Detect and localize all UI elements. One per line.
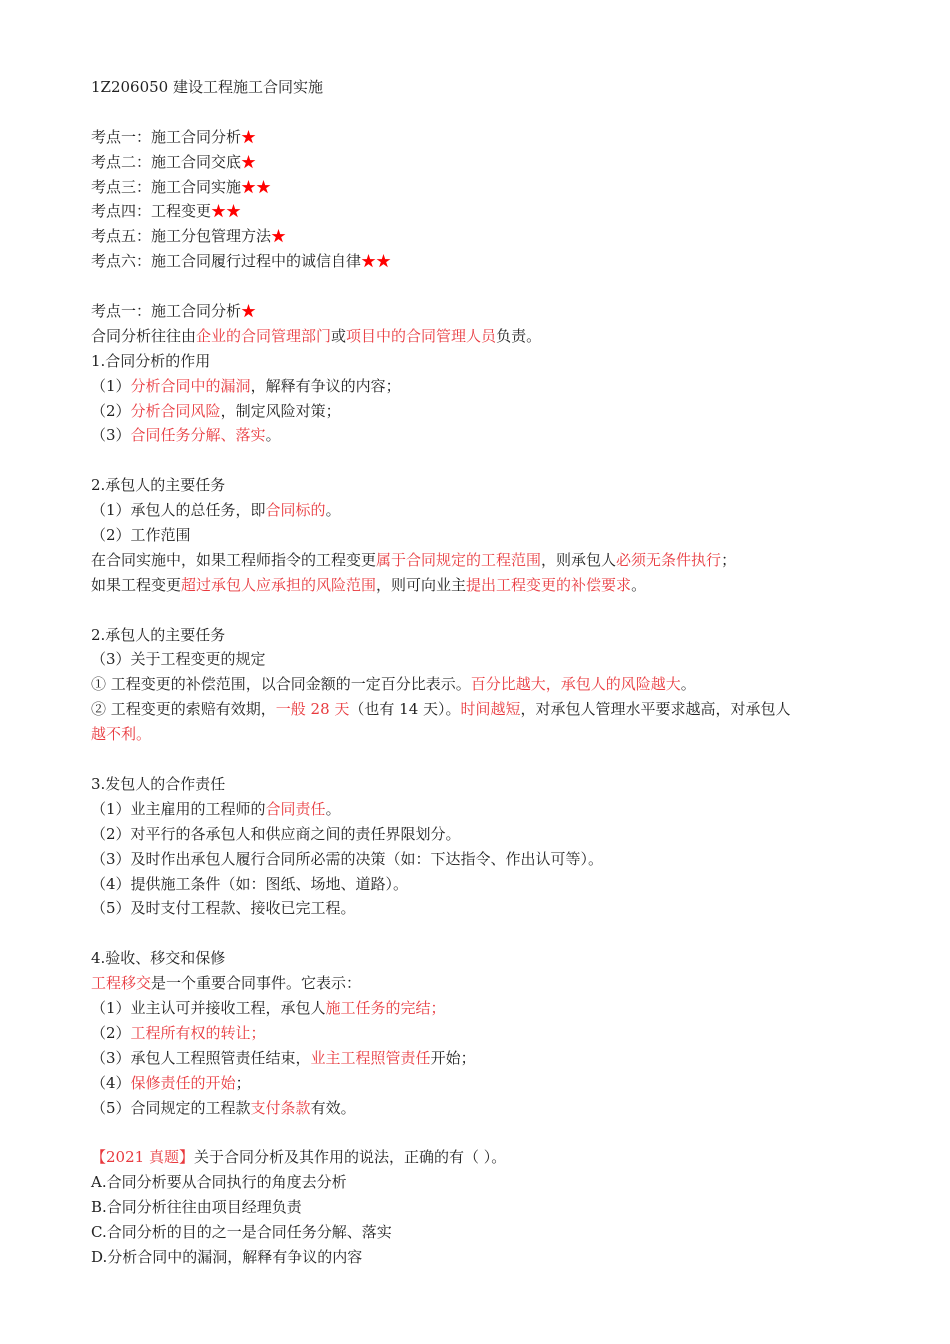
text-line xyxy=(91,1071,891,1096)
text-line xyxy=(91,150,891,175)
text-segment: （3） xyxy=(91,426,131,445)
star-icon: ★ xyxy=(241,127,257,146)
text-line xyxy=(91,996,891,1021)
highlighted-text: 分析合同风险 xyxy=(130,401,221,420)
highlighted-text: 工程移交 xyxy=(91,974,152,993)
text-segment: 如果工程变更 xyxy=(91,575,182,594)
text-segment: 。 xyxy=(631,575,647,594)
highlighted-text: 合同任务分解、落实 xyxy=(130,426,266,445)
text-line xyxy=(91,1145,891,1170)
text-line xyxy=(91,324,891,349)
text-line xyxy=(91,1220,891,1245)
highlighted-text: 一般 28 天 xyxy=(275,700,350,719)
document-body xyxy=(91,75,891,1270)
text-line xyxy=(91,125,891,150)
text-line xyxy=(91,473,891,498)
star-icon: ★ xyxy=(271,227,287,246)
text-line xyxy=(91,523,891,548)
highlighted-text: 业主工程照管责任 xyxy=(310,1048,431,1067)
text-segment: （2）对平行的各承包人和供应商之间的责任界限划分。 xyxy=(91,824,461,843)
text-line xyxy=(91,1046,891,1071)
text-segment: （2）工作范围 xyxy=(91,526,191,545)
text-segment: 在合同实施中，如果工程师指令的工程变更 xyxy=(91,550,377,569)
text-segment: 4.验收、移交和保修 xyxy=(91,949,226,968)
text-segment: 有效。 xyxy=(310,1098,356,1117)
text-line xyxy=(91,423,891,448)
text-segment: 考点一：施工合同分析 xyxy=(91,302,242,321)
star-icon: ★ xyxy=(241,152,257,171)
text-segment: 。 xyxy=(325,799,341,818)
highlighted-text: 工程所有权的转让； xyxy=(130,1023,266,1042)
blank-line xyxy=(91,100,891,125)
text-segment: 1Z206050 建设工程施工合同实施 xyxy=(91,78,323,96)
text-line xyxy=(91,1245,891,1270)
text-line xyxy=(91,672,891,697)
text-segment: ； xyxy=(235,1073,251,1092)
text-segment: （3）关于工程变更的规定 xyxy=(91,650,266,669)
text-segment: ，则承包人 xyxy=(541,550,617,569)
star-icon: ★★ xyxy=(211,202,242,221)
highlighted-text: 时间越短 xyxy=(460,700,521,719)
text-line xyxy=(91,697,891,722)
text-segment: （1）业主认可并接收工程，承包人 xyxy=(91,998,326,1017)
highlighted-text: 【2021 真题】 xyxy=(91,1148,194,1167)
text-line xyxy=(91,224,891,249)
blank-line xyxy=(91,921,891,946)
blank-line xyxy=(91,598,891,623)
text-line xyxy=(91,374,891,399)
text-segment: ① 工程变更的补偿范围，以合同金额的一定百分比表示。 xyxy=(91,675,471,694)
text-line xyxy=(91,249,891,274)
text-segment: 考点三：施工合同实施 xyxy=(91,177,242,196)
text-segment: 3.发包人的合作责任 xyxy=(91,774,226,793)
blank-line xyxy=(91,448,891,473)
text-segment: 考点一：施工合同分析 xyxy=(91,127,242,146)
text-segment: ，制定风险对策； xyxy=(220,401,341,420)
text-segment: 2.承包人的主要任务 xyxy=(91,625,226,644)
highlighted-text: 越不利 xyxy=(91,725,137,744)
text-segment: 考点四：工程变更 xyxy=(91,202,212,221)
text-line xyxy=(91,1021,891,1046)
text-segment: 是一个重要合同事件。它表示： xyxy=(151,974,362,993)
star-icon: ★★ xyxy=(241,177,272,196)
text-line xyxy=(91,573,891,598)
highlighted-text: 必须无条件执行 xyxy=(616,550,722,569)
text-segment: 2.承包人的主要任务 xyxy=(91,476,226,495)
blank-line xyxy=(91,274,891,299)
text-line xyxy=(91,946,891,971)
text-line xyxy=(91,399,891,424)
highlighted-text: 企业的合同管理部门 xyxy=(196,326,332,345)
text-segment: B.合同分析往往由项目经理负责 xyxy=(91,1198,302,1217)
text-segment: 合同分析往往由 xyxy=(91,326,197,345)
highlighted-text: 合同标的 xyxy=(265,501,326,520)
text-segment: 考点六：施工合同履行过程中的诚信自律 xyxy=(91,252,362,271)
text-segment: （4） xyxy=(91,1073,131,1092)
text-segment: A.合同分析要从合同执行的角度去分析 xyxy=(91,1173,347,1192)
text-segment: ，对承包人管理水平要求越高，对承包人 xyxy=(520,700,791,719)
star-icon: ★★ xyxy=(361,252,392,271)
text-segment: C.合同分析的目的之一是合同任务分解、落实 xyxy=(91,1222,392,1241)
text-segment: （1）业主雇用的工程师的 xyxy=(91,799,266,818)
text-segment: 。 xyxy=(325,501,341,520)
text-segment: ② 工程变更的索赔有效期， xyxy=(91,700,276,719)
text-line xyxy=(91,623,891,648)
text-line xyxy=(91,896,891,921)
text-segment: 考点五：施工分包管理方法 xyxy=(91,227,272,246)
text-line xyxy=(91,971,891,996)
text-line xyxy=(91,349,891,374)
highlighted-text: 。 xyxy=(136,725,152,744)
highlighted-text: 超过承包人应承担的风险范围 xyxy=(181,575,377,594)
text-line xyxy=(91,722,891,747)
text-segment: 或 xyxy=(331,326,347,345)
text-segment: （3）及时作出承包人履行合同所必需的决策（如：下达指令、作出认可等）。 xyxy=(91,849,604,868)
star-icon: ★ xyxy=(241,302,257,321)
text-segment: ； xyxy=(721,550,737,569)
text-line xyxy=(91,299,891,324)
text-segment: 关于合同分析及其作用的说法，正确的有（ ）。 xyxy=(193,1148,507,1167)
text-segment: 负责。 xyxy=(496,326,542,345)
text-line xyxy=(91,772,891,797)
text-line xyxy=(91,822,891,847)
text-segment: （1）承包人的总任务，即 xyxy=(91,501,266,520)
text-segment: （1） xyxy=(91,376,131,395)
blank-line xyxy=(91,747,891,772)
text-segment: （4）提供施工条件（如：图纸、场地、道路）。 xyxy=(91,874,409,893)
text-segment: 。 xyxy=(680,675,696,694)
text-segment: （也有 14 天）。 xyxy=(349,700,461,719)
text-line xyxy=(91,647,891,672)
text-segment: ，则可向业主 xyxy=(376,575,467,594)
text-segment: 。 xyxy=(265,426,281,445)
blank-line xyxy=(91,1120,891,1145)
text-segment: （2） xyxy=(91,1023,131,1042)
text-line xyxy=(91,175,891,200)
text-segment: ，解释有争议的内容； xyxy=(250,376,401,395)
text-segment: （5）合同规定的工程款 xyxy=(91,1098,251,1117)
highlighted-text: 支付条款 xyxy=(250,1098,311,1117)
text-line xyxy=(91,872,891,897)
highlighted-text: 属于合同规定的工程范围 xyxy=(376,550,542,569)
text-line xyxy=(91,1096,891,1121)
text-segment: （2） xyxy=(91,401,131,420)
highlighted-text: 保修责任的开始 xyxy=(130,1073,236,1092)
highlighted-text: 合同责任 xyxy=(265,799,326,818)
highlighted-text: 分析合同中的漏洞 xyxy=(130,376,251,395)
text-line xyxy=(91,847,891,872)
text-segment: 考点二：施工合同交底 xyxy=(91,152,242,171)
text-segment: D.分析合同中的漏洞，解释有争议的内容 xyxy=(91,1247,363,1266)
text-line xyxy=(91,797,891,822)
text-segment: 开始； xyxy=(430,1048,476,1067)
text-segment: （3）承包人工程照管责任结束， xyxy=(91,1048,311,1067)
highlighted-text: 百分比越大，承包人的风险越大 xyxy=(470,675,681,694)
highlighted-text: 项目中的合同管理人员 xyxy=(346,326,497,345)
text-segment: （5）及时支付工程款、接收已完工程。 xyxy=(91,899,356,918)
text-line xyxy=(91,548,891,573)
text-segment: 1.合同分析的作用 xyxy=(91,351,211,370)
text-line xyxy=(91,498,891,523)
highlighted-text: 施工任务的完结； xyxy=(325,998,446,1017)
text-line xyxy=(91,1195,891,1220)
text-line xyxy=(91,75,891,100)
text-line xyxy=(91,199,891,224)
highlighted-text: 提出工程变更的补偿要求 xyxy=(466,575,632,594)
text-line xyxy=(91,1170,891,1195)
